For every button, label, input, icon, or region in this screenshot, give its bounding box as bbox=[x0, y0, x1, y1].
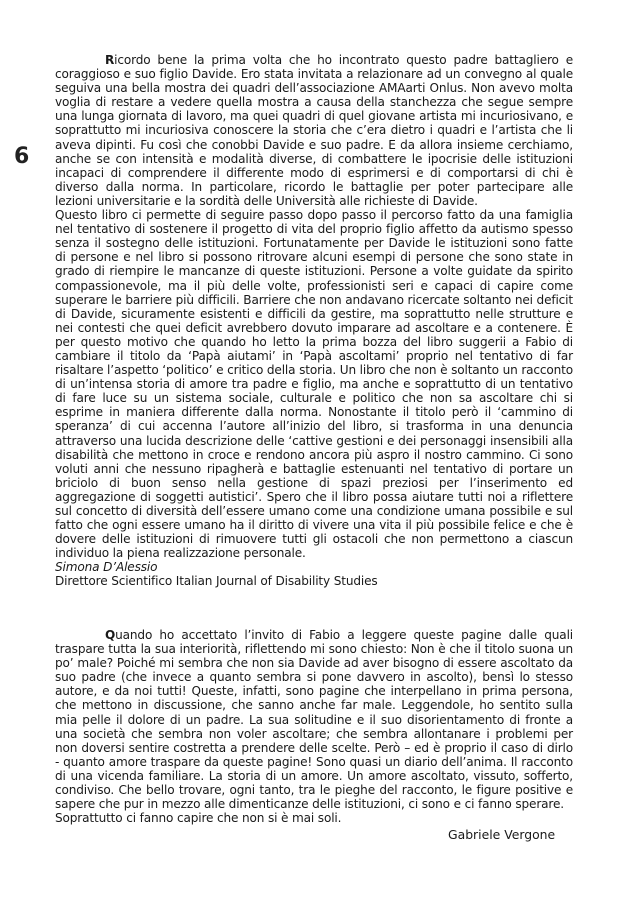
paragraph-text: icordo bene la prima volta che ho incontrato questo padre battagliero e coraggioso e suo figlio Davide. Ero stata invitata a relazionare ad un convegno al quale seguiva una bella mostra dei quadri dell’associazione AMAarti Onlus. Non avevo molta voglia di restare a vedere quella mostra a causa della stanchezza che segue sempre una lunga giornata di lavoro, ma quei quadri di quel giovane artista mi incuriosivano, e soprattutto mi incuriosiva conoscere la storia che c’era dietro i quadri e l’artista che li aveva dipinti. Fu così che conobbi Davide e suo padre. E da allora insieme cerchiamo, anche se con intensità e modalità diverse, di combattere le ipocrisie delle istituzioni incapaci di comprendere il differente modo di esprimersi e di comportarsi di chi è diverso dalla norma. In particolare, ricordo le battaglie per poter partecipare alle lezioni universitarie e la sordità delle Università alle richieste di Davide. bbox=[55, 53, 573, 208]
paragraph bbox=[55, 628, 573, 811]
drop-cap: Q bbox=[105, 628, 116, 642]
page-number: 6 bbox=[14, 144, 30, 169]
paragraph: Soprattutto ci fanno capire che non si è mai soli. bbox=[55, 811, 342, 826]
paragraph-text: uando ho accettato l’invito di Fabio a leggere queste pagine dalle quali traspare tutta la sua interiorità, riflettendo mi sono chiesto: Non è che il titolo suona un po’ male? Poiché mi sembra che non sia Davide ad aver bisogno di essere ascoltato da suo padre (che invece a quanto sembra si pone davvero in ascolto), bensì lo stesso autore, e da noi tutti! Queste, infatti, sono pagine che interpellano in prima persona, che mettono in discussione, che sanno anche far male. Leggendole, ho sentito sulla mia pelle il dolore di un padre. La sua solitudine e il suo disorientamento di fronte a una società che sembra non voler ascoltare; che sembra allontanare i problemi per non doversi sentire costretta a prendere delle scelte. Però – ed è proprio il caso di dirlo - quanto amore traspare da queste pagine! Sono quasi un diario dell’anima. Il racconto di una vicenda familiare. La storia di un amore. Un amore ascoltato, vissuto, sofferto, condiviso. Che bello trovare, ogni tanto, tra le pieghe del racconto, le figure positive e sapere che pur in mezzo alle dimenticanze delle istituzioni, ci sono e ci fanno sperare. bbox=[55, 628, 573, 812]
paragraph: Questo libro ci permette di seguire passo dopo passo il percorso fatto da una famiglia nel tentativo di sostenere il progetto di vita del proprio figlio affetto da autismo spesso senza il sostegno delle istituzioni. Fortunatamente per Davide le istituzioni sono fatte di persone e nel libro si possono ritrovare alcuni esempi di persone che sono state in grado di riempire le mancanze di queste istituzioni. Persone a volte guidate da spirito compassionevole, ma il più delle volte, professionisti seri e capaci di capire come superare le barriere più difficili. Barriere che non andavano ricercate soltanto nei deficit di Davide, sicuramente esistenti e difficili da gestire, ma soprattutto nelle strutture e nei contesti che quei deficit avrebbero dovuto imparare ad ascoltare e a contenere. È per questo motivo che quando ho letto la prima bozza del libro suggerii a Fabio di cambiare il titolo da ‘Papà aiutami’ in ‘Papà ascoltami’ proprio nel tentativo di far risaltare l’aspetto ‘politico’ e critico della storia. Un libro che non è soltanto un racconto di un’intensa storia di amore tra padre e figlio, ma anche e soprattutto di un tentativo di fare luce su un sistema sociale, culturale e politico che non sa ascoltare chi si esprime in maniera differente dalla norma. Nonostante il titolo però il ‘cammino di speranza’ di cui accenna l’autore all’inizio del libro, si trasforma in una denuncia attraverso una lucida descrizione delle ‘cattive gestioni e dei personaggi insensibili alla disabilità che mettono in croce e rendono ancora più aspro il nostro cammino. Ci sono voluti anni che nessuno ripagherà e battaglie estenuanti nel tentativo di portare un briciolo di buon senso nella gestione di spazi preziosi per l’inserimento ed aggregazione di soggetti autistici’. Spero che il libro possa aiutare tutti noi a riflettere sul concetto di diversità dell’essere umano come una condizione umana possibile e sul fatto che ogni essere umano ha il diritto di vivere una vita il più possibile felice e che è dovere delle istituzioni di rimuovere tutti gli ostacoli che non permettono a ciascun individuo la piena realizzazione personale. bbox=[55, 208, 574, 561]
preface-gabriele bbox=[55, 628, 573, 825]
drop-cap: R bbox=[105, 53, 115, 67]
signature-name: Simona D’Alessio bbox=[55, 560, 158, 575]
signature-role: Direttore Scientifico Italian Journal of Disability Studies bbox=[55, 574, 378, 589]
paragraph bbox=[55, 53, 573, 208]
preface-simona bbox=[55, 53, 573, 589]
signature-name: Gabriele Vergone bbox=[448, 827, 556, 842]
